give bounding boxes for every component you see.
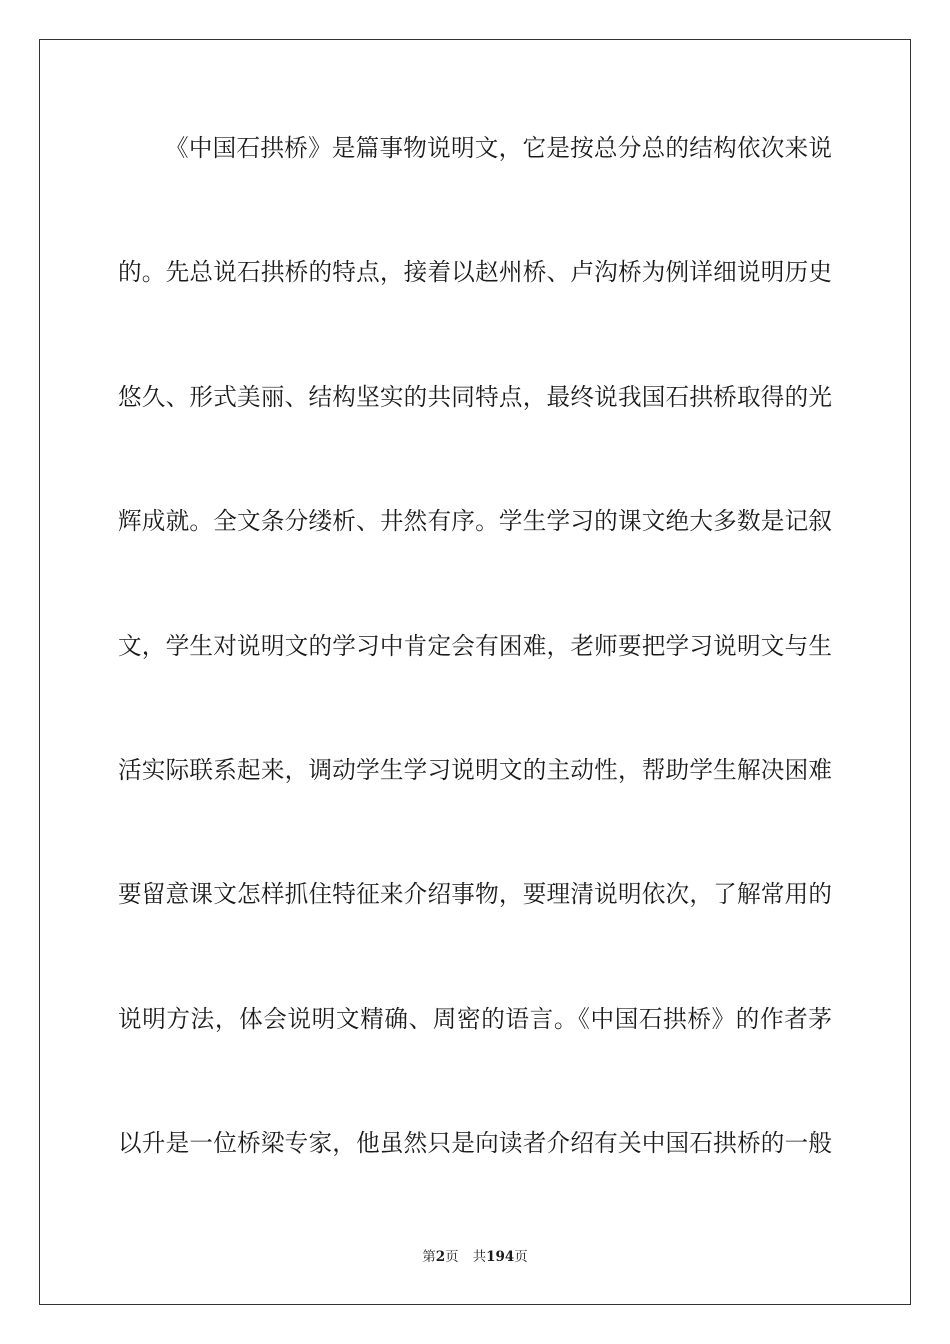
text-line-2: 的。先总说石拱桥的特点，接着以赵州桥、卢沟桥为例详细说明历史: [118, 258, 832, 287]
total-prefix: 共: [472, 1249, 487, 1265]
text-line-9: 以升是一位桥梁专家，他虽然只是向读者介绍有关中国石拱桥的一般: [118, 1129, 832, 1158]
page-suffix: 页: [445, 1249, 459, 1265]
total-pages: 194: [486, 1249, 515, 1265]
text-line-7: 要留意课文怎样抓住特征来介绍事物，要理清说明依次，了解常用的: [118, 880, 832, 909]
text-line-1: 《中国石拱桥》是篇事物说明文，它是按总分总的结构依次来说: [165, 134, 832, 162]
text-line-4: 辉成就。全文条分缕析、井然有序。学生学习的课文绝大多数是记叙: [118, 507, 832, 536]
page-prefix: 第: [422, 1249, 436, 1265]
total-suffix: 页: [514, 1249, 528, 1265]
body-paragraph: [118, 124, 832, 1244]
text-line-8: 说明方法，体会说明文精确、周密的语言。《中国石拱桥》的作者茅: [118, 1004, 832, 1033]
text-line-3: 悠久、形式美丽、结构坚实的共同特点，最终说我国石拱桥取得的光: [118, 382, 832, 411]
page-footer: [0, 1247, 950, 1267]
text-line-5: 文，学生对说明文的学习中肯定会有困难，老师要把学习说明文与生: [118, 631, 832, 660]
text-line-6: 活实际联系起来，调动学生学习说明文的主动性，帮助学生解决困难: [118, 755, 832, 784]
page-number: 2: [435, 1249, 446, 1265]
